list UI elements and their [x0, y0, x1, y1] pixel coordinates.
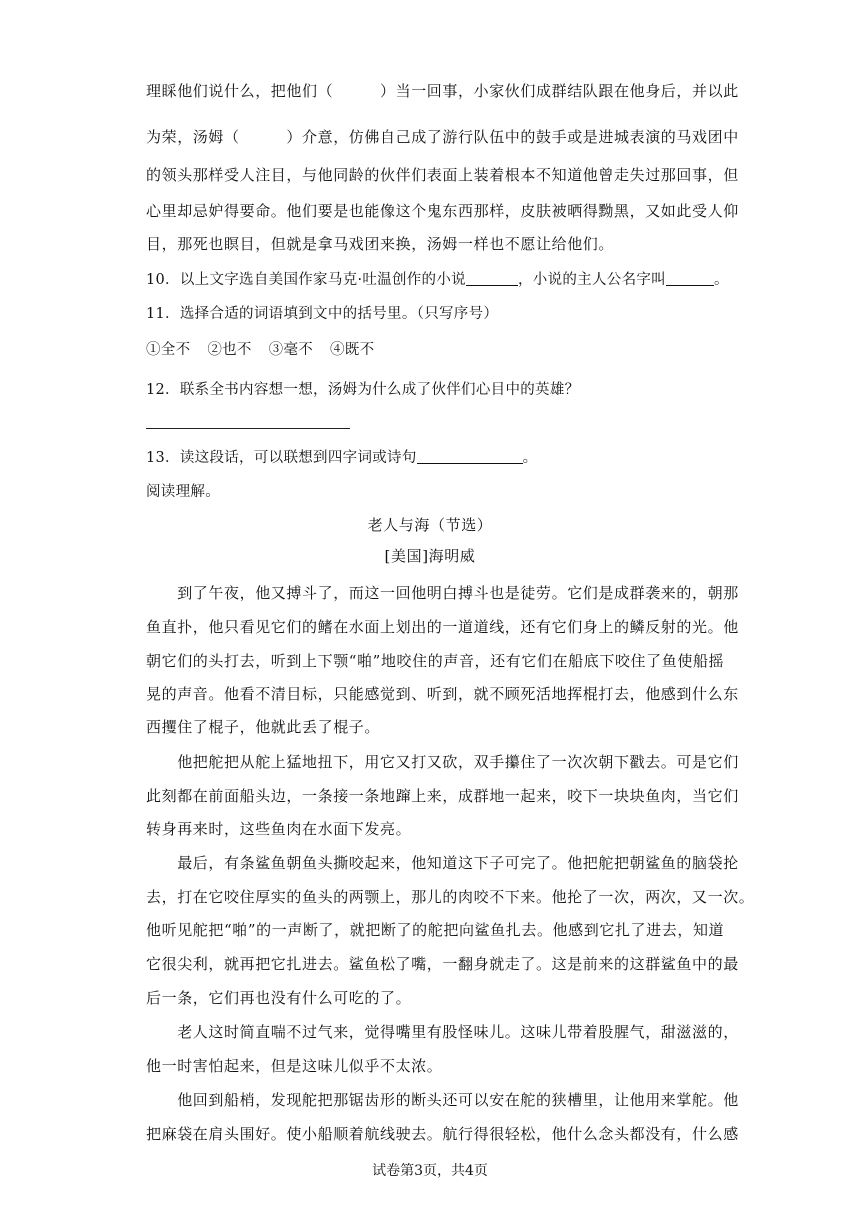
passage2-line: 到了午夜，他又搏斗了，而这一回他明白搏斗也是徒劳。它们是成群袭来的，朝那	[146, 584, 739, 602]
passage1-line: 的领头那样受人注目，与他同龄的伙伴们表面上装着根本不知道他曾走失过那回事，但	[146, 166, 739, 184]
option-3: ③毫不	[268, 342, 314, 358]
option-2: ②也不	[207, 342, 252, 358]
reading-label: 阅读理解。	[146, 484, 220, 500]
answer-blank-protagonist[interactable]	[666, 271, 714, 286]
passage2-line: 此刻都在前面船头边，一条接一条地蹿上来，成群地一起来，咬下一块块鱼肉，当它们	[146, 787, 739, 805]
passage1-line: 心里却忌妒得要命。他们要是也能像这个鬼东西那样，皮肤被晒得黝黑，又如此受人仰	[146, 202, 739, 220]
passage2-line: 他把舵把从舵上猛地扭下，用它又打又砍，双手攥住了一次次朝下戳去。可是它们	[146, 753, 739, 771]
question-13	[146, 446, 537, 467]
passage2-line: 最后，有条鲨鱼朝鱼头撕咬起来，他知道这下子可完了。他把舵把朝鲨鱼的脑袋抡	[146, 854, 739, 872]
question-10-text-a: 10．以上文字选自美国作家马克·吐温创作的小说	[146, 272, 466, 288]
question-12: 12．联系全书内容想一想，汤姆为什么成了伙伴们心目中的英雄？	[146, 382, 580, 398]
passage2-line: 他回到船梢，发现舵把那锯齿形的断头还可以安在舵的狭槽里，让他用来掌舵。他	[146, 1091, 739, 1109]
question-10	[146, 268, 729, 289]
question-10-text-b: ，小说的主人公名字叫	[517, 272, 666, 288]
passage1-line: 为荣，汤姆（ ）介意，仿佛自己成了游行队伍中的鼓手或是进城表演的马戏团中	[146, 128, 739, 146]
passage2-line: 转身再来时，这些鱼肉在水面下发亮。	[146, 820, 412, 838]
passage2-line: 西攫住了棍子，他就此丢了棍子。	[146, 718, 381, 736]
option-4: ④既不	[329, 342, 375, 358]
question-10-text-c: 。	[713, 272, 729, 288]
passage2-line: 晃的声音。他看不清目标，只能感觉到、听到，就不顾死活地挥棍打去，他感到什么东	[146, 685, 739, 703]
passage2-line: 鱼直扑，他只看见它们的鳍在水面上划出的一道道线，还有它们身上的鳞反射的光。他	[146, 618, 739, 636]
passage2-line: 他一时害怕起来，但是这味儿似乎不太浓。	[146, 1057, 443, 1075]
question-11: 11．选择合适的词语填到文中的括号里。（只写序号）	[146, 306, 499, 322]
passage2-line: 后一条，它们再也没有什么可吃的了。	[146, 989, 412, 1007]
answer-line-12[interactable]	[146, 428, 350, 429]
passage2-line: 把麻袋在肩头围好。使小船顺着航线驶去。航行得很轻松，他什么念头都没有，什么感	[146, 1125, 739, 1143]
question-13-text-b: 。	[522, 450, 538, 466]
answer-blank-13[interactable]	[417, 449, 523, 464]
passage-author: [美国]海明威	[384, 547, 476, 565]
passage-title: 老人与海（节选）	[367, 516, 493, 534]
page-footer: 试卷第3页，共4页	[372, 1163, 488, 1179]
option-1: ①全不	[146, 342, 191, 358]
question-13-text-a: 13．读这段话，可以联想到四字词或诗句	[146, 450, 417, 466]
passage2-line: 老人这时简直喘不过气来，觉得嘴里有股怪味儿。这味儿带着股腥气，甜滋滋的，	[146, 1023, 739, 1041]
passage2-line: 去，打在它咬住厚实的鱼头的两颚上，那儿的肉咬不下来。他抡了一次，两次，又一次。	[146, 888, 755, 906]
answer-blank-novel[interactable]	[466, 271, 518, 286]
passage2-line: 朝它们的头打去，听到上下颚“啪”地咬住的声音，还有它们在船底下咬住了鱼使船摇	[146, 652, 725, 670]
question-11-options	[146, 338, 386, 359]
passage1-line: 目，那死也瞑目，但就是拿马戏团来换，汤姆一样也不愿让给他们。	[146, 235, 615, 253]
passage1-line: 理睬他们说什么，把他们（ ）当一回事，小家伙们成群结队跟在他身后，并以此	[146, 82, 739, 100]
passage2-line: 它很尖利，就再把它扎进去。鲨鱼松了嘴，一翻身就走了。这是前来的这群鲨鱼中的最	[146, 955, 739, 973]
passage2-line: 他听见舵把“啪”的一声断了，就把断了的舵把向鲨鱼扎去。他感到它扎了进去，知道	[146, 921, 725, 939]
